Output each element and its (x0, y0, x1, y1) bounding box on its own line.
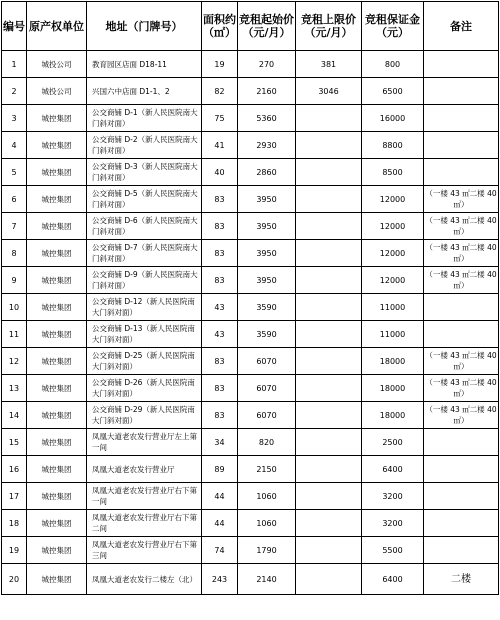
cell-cap-price (296, 564, 362, 595)
cell-note (424, 483, 499, 510)
cell-note: 二楼 (424, 564, 499, 595)
cell-start-price: 6070 (238, 402, 296, 429)
cell-area: 75 (202, 105, 238, 132)
cell-no: 14 (2, 402, 27, 429)
table-row (2, 375, 499, 402)
table-row (2, 267, 499, 294)
cell-area: 74 (202, 537, 238, 564)
cell-deposit: 16000 (362, 105, 424, 132)
cell-no: 2 (2, 78, 27, 105)
cell-deposit: 800 (362, 51, 424, 78)
cell-area: 82 (202, 78, 238, 105)
header-address: 地址（门牌号） (87, 2, 202, 51)
cell-area: 83 (202, 348, 238, 375)
cell-unit: 城控集团 (27, 132, 87, 159)
cell-unit: 城控集团 (27, 375, 87, 402)
cell-note: （一楼 43 ㎡二楼 40 ㎡） (424, 186, 499, 213)
cell-no: 8 (2, 240, 27, 267)
cell-address: 公交商铺 D-2（新人民医院南大门斜对面） (87, 132, 202, 159)
cell-deposit: 12000 (362, 267, 424, 294)
cell-unit: 城控集团 (27, 537, 87, 564)
cell-address: 教育园区店面 D18-11 (87, 51, 202, 78)
table-row (2, 159, 499, 186)
cell-deposit: 5500 (362, 537, 424, 564)
cell-cap-price (296, 213, 362, 240)
cell-cap-price (296, 105, 362, 132)
cell-cap-price (296, 186, 362, 213)
cell-unit: 城控集团 (27, 294, 87, 321)
cell-deposit: 6400 (362, 564, 424, 595)
cell-address: 凤凰大道老农发行营业厅 (87, 456, 202, 483)
cell-no: 19 (2, 537, 27, 564)
cell-unit: 城控集团 (27, 267, 87, 294)
cell-area: 83 (202, 375, 238, 402)
cell-address: 凤凰大道老农发行营业厅右下第三间 (87, 537, 202, 564)
header-note: 备注 (424, 2, 499, 51)
cell-area: 89 (202, 456, 238, 483)
cell-unit: 城控集团 (27, 105, 87, 132)
cell-note (424, 51, 499, 78)
cell-start-price: 2160 (238, 78, 296, 105)
cell-cap-price (296, 132, 362, 159)
cell-no: 17 (2, 483, 27, 510)
header-area: 面积约（㎡） (202, 2, 238, 51)
cell-area: 44 (202, 510, 238, 537)
cell-note: （一楼 43 ㎡二楼 40 ㎡） (424, 240, 499, 267)
cell-address: 兴国六中店面 D1-1、2 (87, 78, 202, 105)
cell-no: 20 (2, 564, 27, 595)
cell-area: 83 (202, 213, 238, 240)
cell-no: 5 (2, 159, 27, 186)
cell-start-price: 3950 (238, 186, 296, 213)
cell-unit: 城控集团 (27, 429, 87, 456)
table-row (2, 429, 499, 456)
cell-deposit: 18000 (362, 375, 424, 402)
cell-start-price: 3950 (238, 213, 296, 240)
cell-deposit: 3200 (362, 483, 424, 510)
cell-start-price: 6070 (238, 348, 296, 375)
cell-start-price: 1060 (238, 510, 296, 537)
cell-note (424, 321, 499, 348)
cell-address: 公交商铺 D-13（新人民医院南大门斜对面） (87, 321, 202, 348)
table-row (2, 348, 499, 375)
table-header-row (2, 2, 499, 51)
cell-deposit: 12000 (362, 240, 424, 267)
cell-area: 83 (202, 240, 238, 267)
table-row (2, 213, 499, 240)
cell-note: （一楼 43 ㎡二楼 40 ㎡） (424, 375, 499, 402)
cell-unit: 城控集团 (27, 564, 87, 595)
cell-no: 13 (2, 375, 27, 402)
cell-start-price: 3590 (238, 321, 296, 348)
cell-no: 1 (2, 51, 27, 78)
cell-unit: 城控集团 (27, 456, 87, 483)
header-unit: 原产权单位 (27, 2, 87, 51)
table-row (2, 294, 499, 321)
table-row (2, 321, 499, 348)
cell-deposit: 8800 (362, 132, 424, 159)
cell-no: 7 (2, 213, 27, 240)
cell-no: 3 (2, 105, 27, 132)
cell-cap-price (296, 510, 362, 537)
cell-unit: 城控集团 (27, 348, 87, 375)
cell-cap-price: 3046 (296, 78, 362, 105)
cell-unit: 城控集团 (27, 186, 87, 213)
cell-area: 83 (202, 402, 238, 429)
cell-address: 凤凰大道老农发行营业厅右下第二间 (87, 510, 202, 537)
table-row (2, 402, 499, 429)
cell-address: 凤凰大道老农发行营业厅左上第一间 (87, 429, 202, 456)
cell-area: 43 (202, 294, 238, 321)
cell-area: 40 (202, 159, 238, 186)
cell-cap-price: 381 (296, 51, 362, 78)
cell-deposit: 3200 (362, 510, 424, 537)
cell-start-price: 1790 (238, 537, 296, 564)
cell-deposit: 6500 (362, 78, 424, 105)
cell-deposit: 18000 (362, 348, 424, 375)
cell-start-price: 3950 (238, 267, 296, 294)
cell-start-price: 1060 (238, 483, 296, 510)
cell-note: （一楼 43 ㎡二楼 40 ㎡） (424, 402, 499, 429)
cell-cap-price (296, 294, 362, 321)
cell-start-price: 2860 (238, 159, 296, 186)
cell-no: 4 (2, 132, 27, 159)
cell-address: 公交商铺 D-3（新人民医院南大门斜对面） (87, 159, 202, 186)
cell-unit: 城投公司 (27, 51, 87, 78)
cell-cap-price (296, 375, 362, 402)
cell-area: 83 (202, 267, 238, 294)
property-lease-table (1, 1, 499, 595)
cell-address: 公交商铺 D-26（新人民医院南大门斜对面） (87, 375, 202, 402)
cell-cap-price (296, 456, 362, 483)
cell-cap-price (296, 240, 362, 267)
cell-note (424, 159, 499, 186)
cell-deposit: 12000 (362, 186, 424, 213)
table-row (2, 483, 499, 510)
cell-area: 83 (202, 186, 238, 213)
cell-no: 11 (2, 321, 27, 348)
cell-note (424, 537, 499, 564)
cell-unit: 城投公司 (27, 78, 87, 105)
cell-no: 9 (2, 267, 27, 294)
cell-no: 15 (2, 429, 27, 456)
cell-address: 凤凰大道老农发行二楼左（北） (87, 564, 202, 595)
cell-address: 凤凰大道老农发行营业厅右下第一间 (87, 483, 202, 510)
table-row (2, 537, 499, 564)
cell-address: 公交商铺 D-1（新人民医院南大门斜对面） (87, 105, 202, 132)
cell-cap-price (296, 483, 362, 510)
cell-note (424, 78, 499, 105)
cell-address: 公交商铺 D-25（新人民医院南大门斜对面） (87, 348, 202, 375)
header-start-price: 竞租起始价（元/月） (238, 2, 296, 51)
cell-start-price: 6070 (238, 375, 296, 402)
cell-address: 公交商铺 D-7（新人民医院南大门斜对面） (87, 240, 202, 267)
cell-unit: 城控集团 (27, 510, 87, 537)
cell-area: 44 (202, 483, 238, 510)
header-cap-price: 竞租上限价（元/月） (296, 2, 362, 51)
cell-unit: 城控集团 (27, 483, 87, 510)
cell-cap-price (296, 267, 362, 294)
table-body (2, 51, 499, 595)
cell-no: 16 (2, 456, 27, 483)
cell-start-price: 5360 (238, 105, 296, 132)
cell-area: 243 (202, 564, 238, 595)
table-row (2, 240, 499, 267)
cell-note (424, 510, 499, 537)
cell-no: 10 (2, 294, 27, 321)
cell-area: 34 (202, 429, 238, 456)
cell-deposit: 11000 (362, 294, 424, 321)
cell-start-price: 820 (238, 429, 296, 456)
table-row (2, 78, 499, 105)
cell-address: 公交商铺 D-5（新人民医院南大门斜对面） (87, 186, 202, 213)
cell-unit: 城控集团 (27, 402, 87, 429)
table-row (2, 186, 499, 213)
cell-note (424, 132, 499, 159)
cell-deposit: 8500 (362, 159, 424, 186)
table-row (2, 510, 499, 537)
cell-cap-price (296, 402, 362, 429)
cell-cap-price (296, 348, 362, 375)
cell-deposit: 6400 (362, 456, 424, 483)
cell-start-price: 2140 (238, 564, 296, 595)
table-row (2, 456, 499, 483)
cell-deposit: 12000 (362, 213, 424, 240)
cell-note: （一楼 43 ㎡二楼 40 ㎡） (424, 348, 499, 375)
cell-note: （一楼 43 ㎡二楼 40 ㎡） (424, 267, 499, 294)
table-row (2, 132, 499, 159)
cell-deposit: 2500 (362, 429, 424, 456)
cell-no: 18 (2, 510, 27, 537)
table-row (2, 105, 499, 132)
cell-start-price: 2150 (238, 456, 296, 483)
cell-no: 6 (2, 186, 27, 213)
cell-no: 12 (2, 348, 27, 375)
cell-start-price: 3590 (238, 294, 296, 321)
cell-note (424, 429, 499, 456)
cell-deposit: 18000 (362, 402, 424, 429)
cell-cap-price (296, 537, 362, 564)
cell-unit: 城控集团 (27, 240, 87, 267)
header-no: 编号 (2, 2, 27, 51)
table-row (2, 51, 499, 78)
cell-start-price: 3950 (238, 240, 296, 267)
cell-cap-price (296, 321, 362, 348)
cell-address: 公交商铺 D-29（新人民医院南大门斜对面） (87, 402, 202, 429)
cell-deposit: 11000 (362, 321, 424, 348)
cell-note: （一楼 43 ㎡二楼 40 ㎡） (424, 213, 499, 240)
cell-area: 41 (202, 132, 238, 159)
cell-address: 公交商铺 D-12（新人民医院南大门斜对面） (87, 294, 202, 321)
cell-note (424, 105, 499, 132)
cell-note (424, 456, 499, 483)
cell-start-price: 2930 (238, 132, 296, 159)
cell-unit: 城控集团 (27, 213, 87, 240)
header-deposit: 竞租保证金（元） (362, 2, 424, 51)
cell-cap-price (296, 429, 362, 456)
cell-area: 43 (202, 321, 238, 348)
cell-unit: 城控集团 (27, 321, 87, 348)
cell-address: 公交商铺 D-6（新人民医院南大门斜对面） (87, 213, 202, 240)
cell-cap-price (296, 159, 362, 186)
table-row (2, 564, 499, 595)
cell-unit: 城控集团 (27, 159, 87, 186)
cell-area: 19 (202, 51, 238, 78)
cell-start-price: 270 (238, 51, 296, 78)
cell-address: 公交商铺 D-9（新人民医院南大门斜对面） (87, 267, 202, 294)
cell-note (424, 294, 499, 321)
